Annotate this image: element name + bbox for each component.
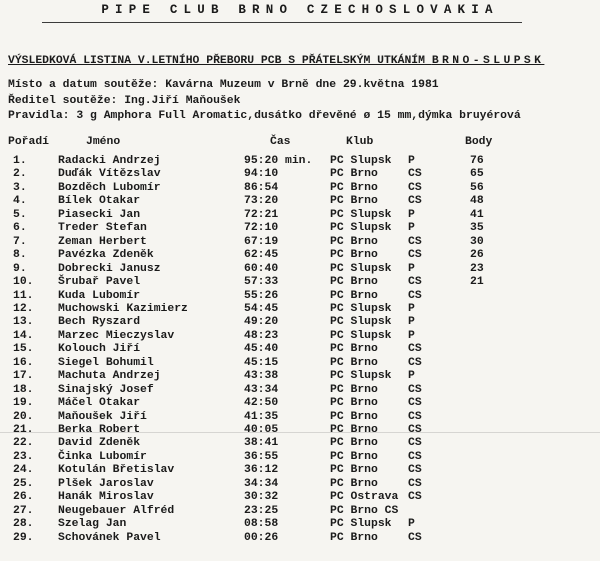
name-cell: Bech Ryszard [58,316,141,329]
rank-cell: 26. [13,491,34,504]
name-cell: Dobrecki Janusz [58,262,161,275]
table-row [0,532,600,547]
rank-cell: 21. [13,424,34,436]
name-cell: Siegel Bohumil [58,356,154,369]
club-cell: PC Brno [330,464,378,477]
time-cell: 30:32 [244,491,279,504]
points-cell: 23 [470,262,484,275]
club-cell: PC Brno [330,343,378,356]
rank-cell: 8. [13,249,27,262]
club-cell: PC Brno CS [330,504,399,517]
time-cell: 49:20 [244,316,279,329]
rank-cell: 5. [13,208,27,221]
country-cell: CS [408,477,422,490]
rank-cell: 20. [13,410,34,423]
column-header-time: Čas [270,136,291,148]
club-cell: PC Slupsk [330,155,392,167]
name-cell: Bílek Otakar [58,195,141,208]
club-cell: PC Brno [330,289,378,302]
club-cell: PC Slupsk [330,222,392,235]
time-cell: 45:15 [244,356,279,369]
time-cell: 43:34 [244,383,279,396]
time-cell: 57:33 [244,276,279,289]
country-cell: CS [408,343,422,356]
rank-cell: 14. [13,329,34,342]
name-cell: Sinajský Josef [58,383,154,396]
name-cell: Duďák Vítězslav [58,168,161,181]
rank-cell: 15. [13,343,34,356]
country-cell: CS [408,168,422,181]
column-header-points: Body [465,136,493,148]
club-cell: PC Brno [330,181,378,194]
time-cell: 36:12 [244,464,279,477]
results-title-cities: BRNO-SLUPSK [431,55,545,67]
rank-cell: 18. [13,383,34,396]
rank-cell: 1. [13,155,27,167]
time-cell: 94:10 [244,168,279,181]
country-cell: CS [408,397,422,410]
club-cell: PC Brno [330,397,378,410]
points-cell: 21 [470,276,484,289]
country-cell: CS [408,276,422,289]
name-cell: Šrubař Pavel [58,276,141,289]
column-header-name: Jméno [86,136,121,148]
time-cell: 55:26 [244,289,279,302]
rank-cell: 19. [13,397,34,410]
column-header-rank: Pořadí [8,136,50,148]
rank-cell: 3. [13,181,27,194]
name-cell: Pavézka Zdeněk [58,249,154,262]
time-cell: 36:55 [244,450,279,463]
time-cell: 41:35 [244,410,279,423]
time-cell: 72:10 [244,222,279,235]
country-cell: CS [408,181,422,194]
time-cell: 86:54 [244,181,279,194]
club-cell: PC Brno [330,450,378,463]
country-cell: CS [408,289,422,302]
country-cell: CS [408,437,422,450]
time-cell: 08:58 [244,518,279,531]
rank-cell: 12. [13,302,34,315]
club-cell: PC Brno [330,410,378,423]
points-cell: 65 [470,168,484,181]
rank-cell: 9. [13,262,27,275]
time-cell: 60:40 [244,262,279,275]
name-cell: Máčel Otakar [58,397,141,410]
country-cell: P [408,370,415,383]
club-cell: PC Brno [330,531,378,544]
time-cell: 62:45 [244,249,279,262]
country-cell: CS [408,410,422,423]
points-cell: 56 [470,181,484,194]
points-cell: 41 [470,208,484,221]
rank-cell: 27. [13,504,34,517]
points-cell: 26 [470,249,484,262]
country-cell: CS [408,195,422,208]
name-cell: Kotulán Břetislav [58,464,175,477]
rank-cell: 10. [13,276,34,289]
name-cell: Kolouch Jiří [58,343,141,356]
time-cell: 67:19 [244,235,279,248]
results-title [8,55,593,67]
meta-director: Ředitel soutěže: Ing.Jiří Maňoušek [8,95,241,107]
column-header-club: Klub [346,136,374,148]
country-cell: CS [408,464,422,477]
header-rule [42,22,522,23]
club-cell: PC Slupsk [330,262,392,275]
time-cell: 95:20 min. [244,155,313,167]
club-cell: PC Slupsk [330,302,392,315]
rank-cell: 25. [13,477,34,490]
club-cell: PC Ostrava [330,491,399,504]
time-cell: 45:40 [244,343,279,356]
country-cell: CS [408,450,422,463]
time-cell: 73:20 [244,195,279,208]
name-cell: Muchowski Kazimierz [58,302,188,315]
rank-cell: 29. [13,531,34,544]
time-cell: 48:23 [244,329,279,342]
results-title-main: VÝSLEDKOVÁ LISTINA V.LETNÍHO PŘEBORU PCB S PŘÁTELSKÝM UTKÁNÍM [8,55,425,67]
name-cell: Kuda Lubomír [58,289,141,302]
name-cell: Marzec Mieczyslav [58,329,175,342]
rank-cell: 28. [13,518,34,531]
club-cell: PC Brno [330,424,378,436]
points-cell: 30 [470,235,484,248]
name-cell: Činka Lubomír [58,450,147,463]
rank-cell: 13. [13,316,34,329]
club-cell: PC Slupsk [330,518,392,531]
rank-cell: 23. [13,450,34,463]
country-cell: P [408,208,415,221]
rank-cell: 2. [13,168,27,181]
country-cell: CS [408,249,422,262]
club-header: PIPE CLUB BRNO CZECHOSLOVAKIA [101,3,499,17]
club-cell: PC Brno [330,235,378,248]
country-cell: CS [408,383,422,396]
time-cell: 40:05 [244,424,279,436]
name-cell: Maňoušek Jiří [58,410,147,423]
club-cell: PC Brno [330,195,378,208]
country-cell: P [408,518,415,531]
rank-cell: 6. [13,222,27,235]
name-cell: Berka Robert [58,424,141,436]
club-cell: PC Brno [330,249,378,262]
country-cell: CS [408,531,422,544]
time-cell: 42:50 [244,397,279,410]
club-cell: PC Slupsk [330,316,392,329]
points-cell: 35 [470,222,484,235]
points-cell: 48 [470,195,484,208]
rank-cell: 11. [13,289,34,302]
rank-cell: 24. [13,464,34,477]
country-cell: P [408,302,415,315]
club-cell: PC Brno [330,437,378,450]
club-cell: PC Brno [330,168,378,181]
time-cell: 38:41 [244,437,279,450]
name-cell: Plšek Jaroslav [58,477,154,490]
name-cell: Zeman Herbert [58,235,147,248]
club-cell: PC Brno [330,477,378,490]
club-cell: PC Slupsk [330,329,392,342]
rank-cell: 4. [13,195,27,208]
rank-cell: 17. [13,370,34,383]
club-cell: PC Brno [330,356,378,369]
rank-cell: 22. [13,437,34,450]
meta-place: Místo a datum soutěže: Kavárna Muzeum v Brně dne 29.května 1981 [8,79,439,91]
name-cell: David Zdeněk [58,437,141,450]
name-cell: Treder Stefan [58,222,147,235]
name-cell: Neugebauer Alfréd [58,504,175,517]
name-cell: Schovánek Pavel [58,531,161,544]
name-cell: Hanák Miroslav [58,491,154,504]
name-cell: Bozděch Lubomír [58,181,161,194]
club-cell: PC Brno [330,276,378,289]
time-cell: 34:34 [244,477,279,490]
name-cell: Machuta Andrzej [58,370,161,383]
country-cell: P [408,316,415,329]
club-cell: PC Slupsk [330,370,392,383]
club-cell: PC Brno [330,383,378,396]
meta-rules: Pravidla: 3 g Amphora Full Aromatic,dusátko dřevěné ø 15 mm,dýmka bruyérová [8,110,521,122]
country-cell: P [408,222,415,235]
time-cell: 23:25 [244,504,279,517]
time-cell: 43:38 [244,370,279,383]
country-cell: CS [408,235,422,248]
name-cell: Piasecki Jan [58,208,141,221]
rank-cell: 16. [13,356,34,369]
country-cell: P [408,329,415,342]
time-cell: 00:26 [244,531,279,544]
country-cell: CS [408,491,422,504]
country-cell: CS [408,424,422,436]
points-cell: 76 [470,155,484,167]
time-cell: 54:45 [244,302,279,315]
time-cell: 72:21 [244,208,279,221]
name-cell: Radacki Andrzej [58,155,161,167]
club-cell: PC Slupsk [330,208,392,221]
country-cell: CS [408,356,422,369]
name-cell: Szelag Jan [58,518,127,531]
rank-cell: 7. [13,235,27,248]
country-cell: P [408,262,415,275]
country-cell: P [408,155,415,167]
